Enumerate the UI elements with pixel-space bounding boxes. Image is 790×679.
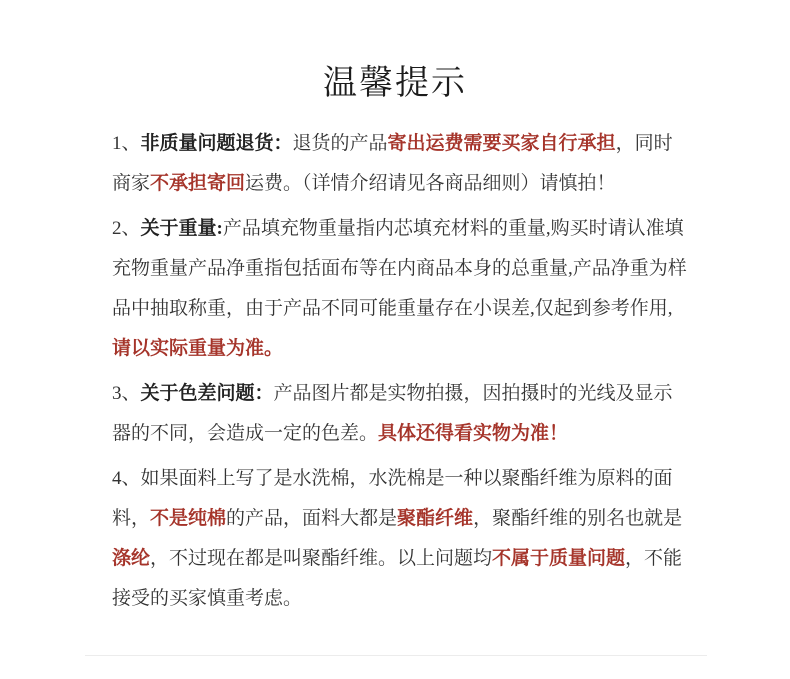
text-segment: ，聚酯纤维的别名也就是 xyxy=(473,508,683,529)
text-segment: 聚酯纤维 xyxy=(397,508,474,529)
text-segment: 具体还得看实物为准！ xyxy=(378,423,569,444)
notice-paragraph xyxy=(112,374,688,454)
text-segment: ，不能接受的买家慎重考虑。 xyxy=(112,548,683,609)
text-segment: 产品图片都是实物拍摄，因拍摄时的光线及显示器的不同，会造成一定的色差。 xyxy=(112,383,673,444)
bottom-divider xyxy=(85,655,707,656)
text-segment: ，同时商家 xyxy=(112,133,673,194)
text-segment: 非质量问题退货： xyxy=(140,133,293,154)
text-segment: 2、 xyxy=(112,218,141,239)
text-segment: 关于色差问题： xyxy=(140,383,274,404)
text-segment: ，不过现在都是叫聚酯纤维。以上问题均 xyxy=(150,548,493,569)
notice-paragraph xyxy=(112,124,688,204)
text-segment: 涤纶 xyxy=(112,548,151,569)
text-segment: 不属于质量问题 xyxy=(492,548,626,569)
text-segment: 不承担寄回 xyxy=(150,173,246,194)
text-segment: 如果面料上写了是水洗棉，水洗棉是一种以聚酯纤维为原料的面料， xyxy=(112,468,673,529)
text-segment: 运费。（详情介绍请见各商品细则）请慎拍！ xyxy=(245,173,616,194)
notice-list xyxy=(112,124,688,619)
text-segment: 产品填充物重量指内芯填充材料的重量,购买时请认准填充物重量产品净重指包括面布等在内商品本身的总重量,产品净重为样品中抽取称重，由于产品不同可能重量存在小误差,仅起到参考作用, xyxy=(112,218,687,319)
text-segment: 1、 xyxy=(112,133,141,154)
page-title: 温馨提示 xyxy=(323,65,467,102)
text-segment: 请以实际重量为准。 xyxy=(112,338,284,359)
text-segment: 不是纯棉 xyxy=(150,508,227,529)
text-segment: 寄出运费需要买家自行承担 xyxy=(387,133,616,154)
text-segment: 4、 xyxy=(112,468,141,489)
text-segment: 的产品，面料大都是 xyxy=(226,508,398,529)
notice-paragraph xyxy=(112,209,688,369)
text-segment: 退货的产品 xyxy=(292,133,388,154)
text-segment: 3、 xyxy=(112,383,141,404)
notice-paragraph xyxy=(112,459,688,619)
text-segment: 关于重量: xyxy=(140,218,223,239)
